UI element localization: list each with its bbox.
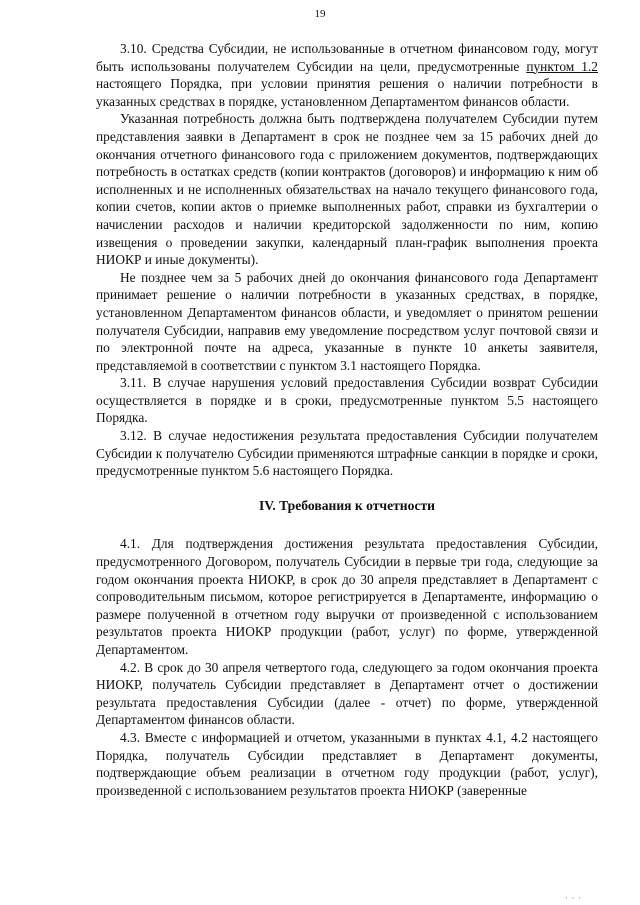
paragraph-3-10-text-end: настоящего Порядка, при условии принятия решения о наличии потребности в указанных средствах в порядке, установленном Департаментом финансов области. [96, 76, 598, 109]
section-title: IV. Требования к отчетности [258, 497, 435, 513]
clause-1-2-link[interactable]: пунктом 1.2 [526, 58, 598, 74]
paragraph-4-1: 4.1. Для подтверждения достижения результата предоставления Субсидии, предусмотренного Договором, получатель Субсидии в первые три года, следующие за годом окончания проекта НИОКР, в срок до 30 апреля представляет в Департамент с сопроводительным письмом, которое регистрируется в Департаменте, информацию о размере полученной в отчетном году выручки от произведенной с использованием результатов проекта НИОКР продукции (работ, услуг) по форме, утвержденной Департаментом. [96, 536, 598, 657]
paragraph-4-3: 4.3. Вместе с информацией и отчетом, указанными в пунктах 4.1, 4.2 настоящего Порядка, получатель Субсидии представляет в Департамент документы, подтверждающие объем реализации в отчетном году продукции (работ, услуг), произведенной с использованием результатов проекта НИОКР (заверенные [96, 729, 598, 798]
paragraph-department-decision: Не позднее чем за 5 рабочих дней до окончания финансового года Департамент принимает решение о наличии потребности в указанных средствах, в порядке, установленном Департаментом финансов области, и уведомляет о принятом решении получателя Субсидии, направив ему уведомление посредством услуг почтовой связи и по электронной почте на адреса, указанные в пункте 10 анкеты заявителя, представляемой в соответствии с пунктом 3.1 настоящего Порядка. [96, 269, 598, 373]
paragraph-3-11: 3.11. В случае нарушения условий предоставления Субсидии возврат Субсидии осуществляется в порядке и в сроки, предусмотренные пунктом 5.5 настоящего Порядка. [96, 375, 598, 426]
paragraph-4-2: 4.2. В срок до 30 апреля четвертого года, следующего за годом окончания проекта НИОКР, получатель Субсидии представляет в Департамент отчет о достижении результата предоставления Субсидии (далее - отчет) по форме, утвержденной Департаментом финансов области. [96, 659, 598, 728]
corner-mark: · · · [565, 894, 582, 903]
document-body [96, 40, 598, 799]
paragraph-3-10-text-start: 3.10. Средства Субсидии, не использованные в отчетном финансовом году, могут быть использованы получателем Субсидии на цели, предусмотренные [96, 41, 598, 74]
paragraph-3-12: 3.12. В случае недостижения результата предоставления Субсидии получателем Субсидии к получателю Субсидии применяются штрафные санкции в порядке и сроки, предусмотренные пунктом 5.6 настоящего Порядка. [96, 428, 598, 479]
paragraph-need-confirmation: Указанная потребность должна быть подтверждена получателем Субсидии путем представления заявки в Департамент в срок не позднее чем за 15 рабочих дней до окончания отчетного финансового года с приложением документов, подтверждающих потребность в остатках средств (копии контрактов (договоров) и информацию к ним об исполненных и не исполненных обязательствах на начало текущего финансового года, копии счетов, копии актов о приемке выполненных работ, справки из бухгалтерии о начислении расходов и наличии кредиторской задолженности по ним, копию извещения о проведении закупки, календарный план-график выполнения проекта НИОКР и иные документы). [96, 111, 598, 268]
paragraph-3-10 [96, 40, 598, 110]
page-number: 19 [314, 8, 326, 20]
